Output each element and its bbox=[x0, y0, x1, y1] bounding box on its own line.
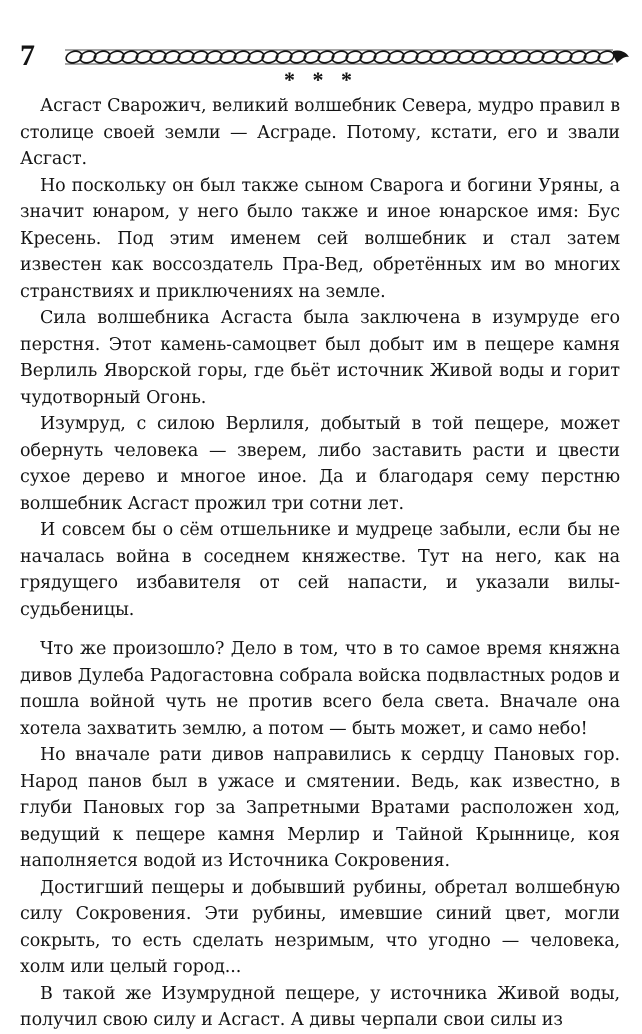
page-number: 7 bbox=[20, 39, 35, 72]
section-separator: * * * bbox=[284, 67, 358, 92]
paragraph: Достигший пещеры и добывший рубины, обретал волшебную силу Сокровения. Эти рубины, имевшие синий цвет, могли сокрыть, то есть сделать незримым, что угодно — человека, холм или целый город... bbox=[20, 877, 620, 977]
paragraph: Но вначале рати дивов направились к сердцу Пановых гор. Народ панов был в ужасе и смятении. Ведь, как известно, в глуби Пановых гор за Запретными Вратами расположен ход, ведущий к пещере камня Мерлир и Тайной Крыннице, коя наполняется водой из Источника Сокровения. bbox=[20, 745, 620, 871]
braided-rope-ornament-icon bbox=[65, 47, 630, 67]
paragraph: Что же произошло? Дело в том, что в то самое время княжна дивов Дулеба Радогастовна собрала войска подвластных родов и пошла войной чуть не против всего бела света. Вначале она хотела захватить землю, а потом — быть может, и само небо! bbox=[20, 639, 620, 739]
paragraph: И совсем бы о сём отшельнике и мудреце забыли, если бы не началась война в соседнем княжестве. Тут на него, как на грядущего избавителя от сей напасти, и указали вилысудьбеницы. bbox=[20, 520, 620, 620]
paragraph: Но поскольку он был также сыном Сварога и богини Уряны, а значит юнаром, у него было также и иное юнарское имя: Бус Кресень. Под этим именем сей волшебник и стал затем известен как воссоздатель Пра-Вед, обретённых им во многих странствиях и приключениях на земле. bbox=[20, 175, 620, 302]
paragraph: Сила волшебника Асгаста была заключена в изумруде его перстня. Этот камень-самоцвет был добыт им в пещере камня Верлиль Яворской горы, где бьёт источник Живой воды и горит чудотворный Огонь. bbox=[20, 308, 620, 408]
text-body bbox=[20, 93, 620, 1034]
paragraph: Асгаст Сварожич, великий волшебник Севера, мудро правил в столице своей земли — Асграде. Потому, кстати, его и звали Асгаст. bbox=[20, 96, 620, 169]
paragraph: Изумруд, с силою Верлиля, добытый в той пещере, может обернуть человека — зверем, либо заставить расти и цвести сухое дерево и многое иное. Да и благодаря сему перстню волшебник Асгаст прожил три сотни лет. bbox=[20, 414, 620, 514]
paragraph: В такой же Изумрудной пещере, у источника Живой воды, получил свою силу и Асгаст. А дивы черпали свои силы из bbox=[20, 983, 620, 1030]
